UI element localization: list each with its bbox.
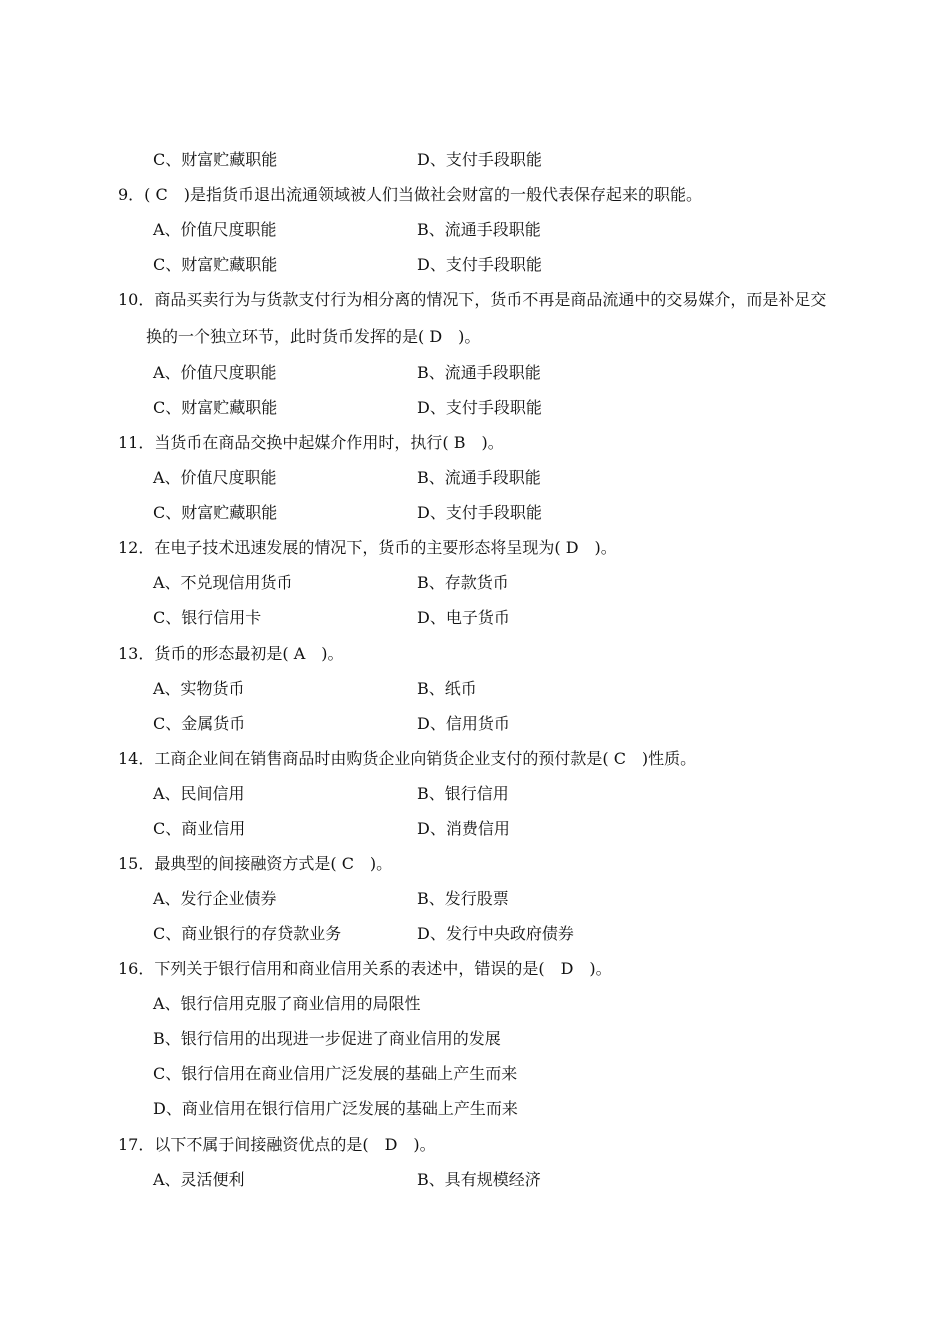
question-17-stem: 17．以下不属于间接融资优点的是( D )。 bbox=[118, 1135, 436, 1154]
question-13-stem: 13．货币的形态最初是( A )。 bbox=[118, 644, 344, 663]
option-c: C、商业银行的存贷款业务 bbox=[153, 924, 342, 943]
option-d: D、电子货币 bbox=[417, 608, 510, 627]
option-c: C、银行信用卡 bbox=[153, 608, 262, 627]
option-b: B、流通手段职能 bbox=[417, 468, 541, 487]
option-a: A、价值尺度职能 bbox=[153, 363, 277, 382]
option-d: D、发行中央政府债券 bbox=[417, 924, 574, 943]
question-12-stem: 12．在电子技术迅速发展的情况下，货币的主要形态将呈现为( D )。 bbox=[118, 538, 617, 557]
option-c: C、银行信用在商业信用广泛发展的基础上产生而来 bbox=[153, 1064, 518, 1083]
option-b: B、具有规模经济 bbox=[417, 1170, 541, 1189]
option-b: B、流通手段职能 bbox=[417, 220, 541, 239]
option-c: C、金属货币 bbox=[153, 714, 246, 733]
option-c: C、商业信用 bbox=[153, 819, 246, 838]
option-a: A、民间信用 bbox=[153, 784, 245, 803]
option-d: D、商业信用在银行信用广泛发展的基础上产生而来 bbox=[153, 1099, 518, 1118]
option-b: B、银行信用的出现进一步促进了商业信用的发展 bbox=[153, 1029, 501, 1048]
option-a: A、实物货币 bbox=[153, 679, 245, 698]
option-b: B、纸币 bbox=[417, 679, 477, 698]
option-c: C、财富贮藏职能 bbox=[153, 150, 278, 169]
question-15-stem: 15．最典型的间接融资方式是( C )。 bbox=[118, 854, 393, 873]
option-d: D、支付手段职能 bbox=[417, 398, 542, 417]
question-11-stem: 11．当货币在商品交换中起媒介作用时，执行( B )。 bbox=[118, 433, 504, 452]
option-d: D、支付手段职能 bbox=[417, 255, 542, 274]
option-d: D、支付手段职能 bbox=[417, 503, 542, 522]
option-c: C、财富贮藏职能 bbox=[153, 503, 278, 522]
option-a: A、银行信用克服了商业信用的局限性 bbox=[153, 994, 421, 1013]
option-b: B、流通手段职能 bbox=[417, 363, 541, 382]
option-a: A、不兑现信用货币 bbox=[153, 573, 293, 592]
question-16-stem: 16．下列关于银行信用和商业信用关系的表述中，错误的是( D )。 bbox=[118, 959, 612, 978]
option-d: D、消费信用 bbox=[417, 819, 510, 838]
option-d: D、支付手段职能 bbox=[417, 150, 542, 169]
option-b: B、存款货币 bbox=[417, 573, 509, 592]
option-c: C、财富贮藏职能 bbox=[153, 255, 278, 274]
option-a: A、价值尺度职能 bbox=[153, 220, 277, 239]
option-a: A、价值尺度职能 bbox=[153, 468, 277, 487]
question-9-stem: 9．( C )是指货币退出流通领域被人们当做社会财富的一般代表保存起来的职能。 bbox=[118, 185, 702, 204]
option-c: C、财富贮藏职能 bbox=[153, 398, 278, 417]
option-b: B、银行信用 bbox=[417, 784, 509, 803]
option-b: B、发行股票 bbox=[417, 889, 509, 908]
question-10-stem: 10．商品买卖行为与货款支付行为相分离的情况下，货币不再是商品流通中的交易媒介，而是补足交 bbox=[118, 290, 827, 309]
option-a: A、发行企业债券 bbox=[153, 889, 277, 908]
option-a: A、灵活便利 bbox=[153, 1170, 245, 1189]
question-14-stem: 14．工商企业间在销售商品时由购货企业向销货企业支付的预付款是( C )性质。 bbox=[118, 749, 697, 768]
option-d: D、信用货币 bbox=[417, 714, 510, 733]
question-10-stem-continued: 换的一个独立环节，此时货币发挥的是( D )。 bbox=[146, 327, 481, 346]
